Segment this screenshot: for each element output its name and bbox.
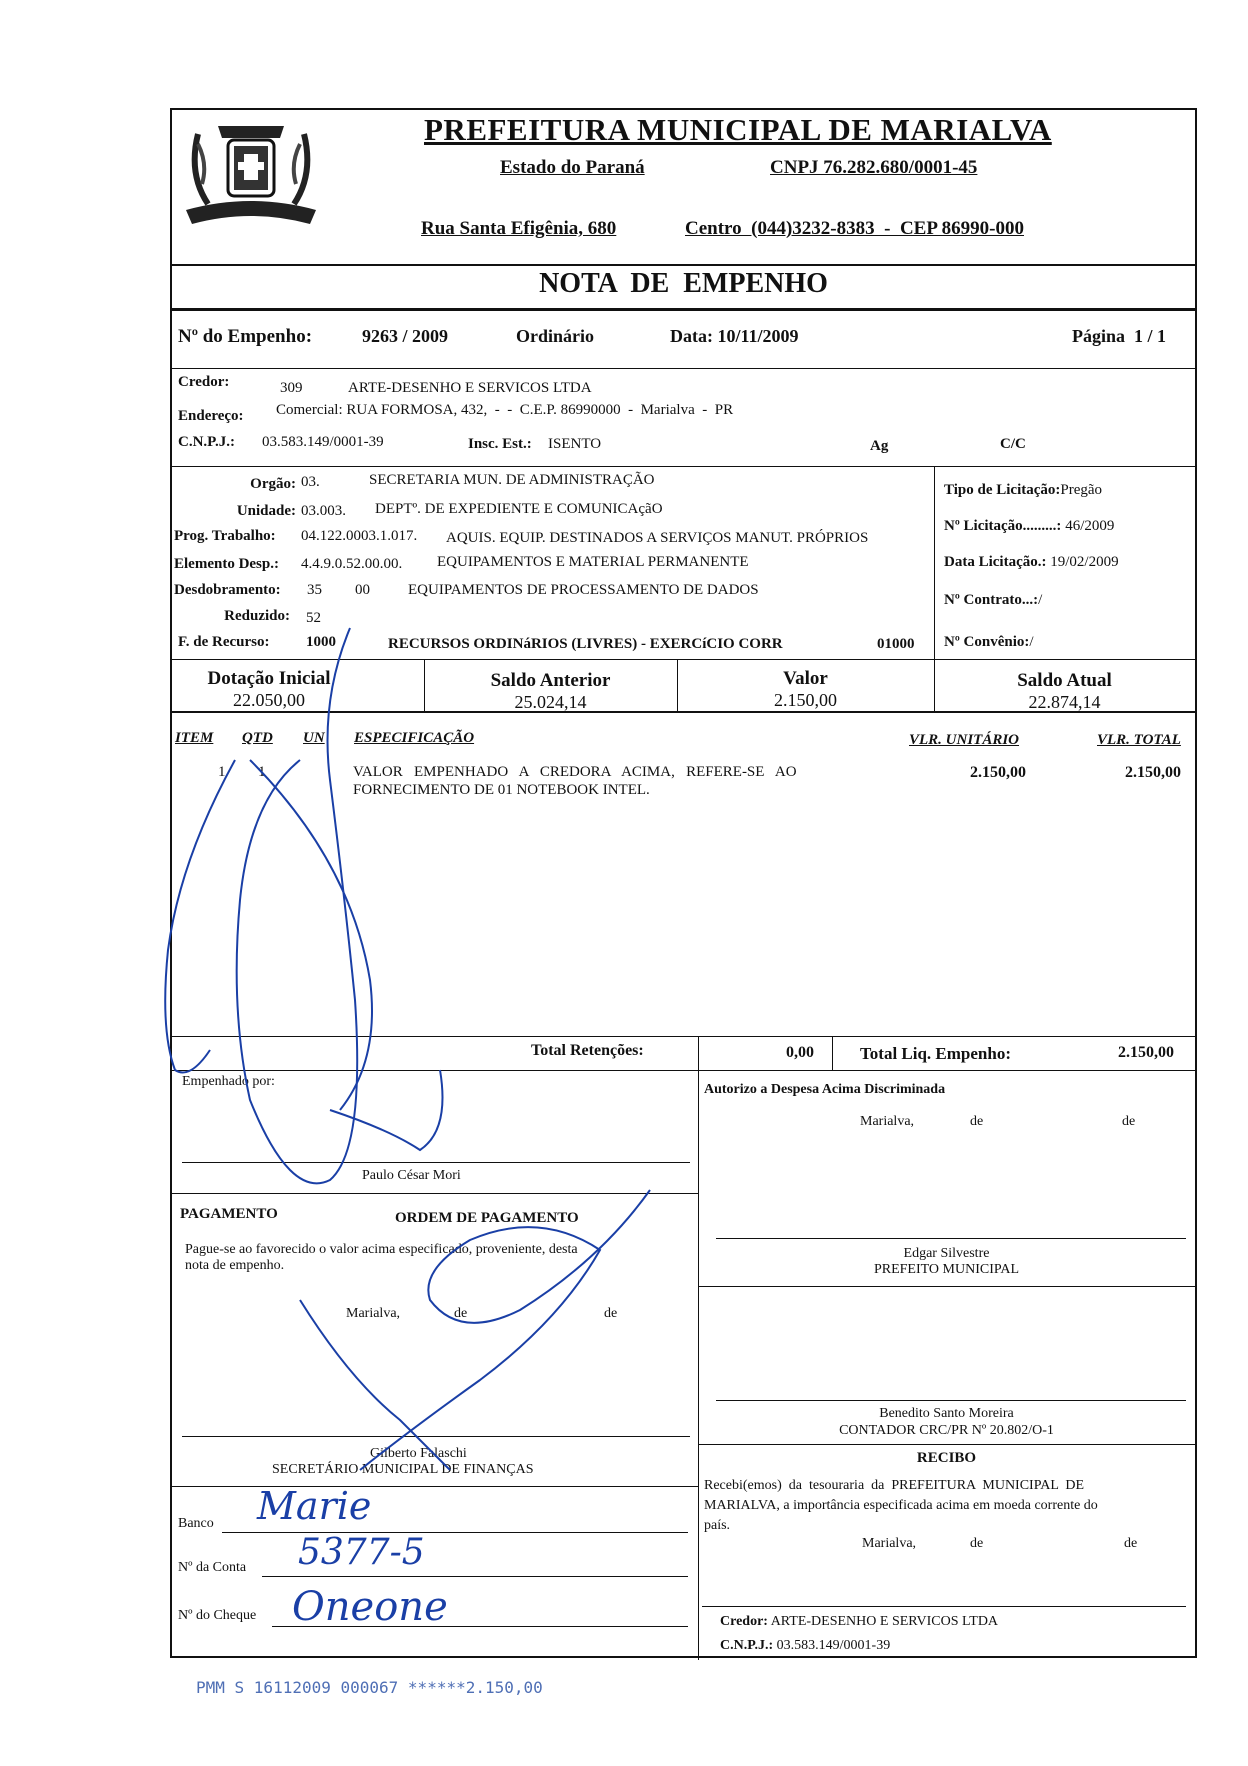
saldo-atual-label: Saldo Atual <box>1017 670 1112 691</box>
desdobramento-label: Desdobramento: <box>174 582 281 598</box>
desdobramento-code2: 00 <box>355 582 370 598</box>
credor-address: Comercial: RUA FORMOSA, 432, - - C.E.P. 86990000 - Marialva - PR <box>276 402 734 418</box>
data-licitacao-value: 19/02/2009 <box>1050 554 1119 570</box>
valor-label: Valor <box>783 668 828 689</box>
insc-est: ISENTO <box>548 436 602 452</box>
col-un: UN <box>303 730 325 746</box>
total-retencoes-value: 0,00 <box>786 1044 814 1061</box>
credor-code: 309 <box>280 380 303 396</box>
tipo-licitacao-value: Pregão <box>1060 482 1103 498</box>
item-number: 1 <box>218 764 226 780</box>
orgao-code: 03. <box>301 474 320 490</box>
conta-label: Nº da Conta <box>178 1560 247 1575</box>
header-title: PREFEITURA MUNICIPAL DE MARIALVA <box>424 112 1052 147</box>
dotacao-inicial-value: 22.050,00 <box>233 690 305 710</box>
payment-stamp: PMM S 16112009 000067 ******2.150,00 <box>196 1678 543 1697</box>
banco-label: Banco <box>178 1516 214 1531</box>
empenhado-por-label: Empenhado por: <box>182 1074 275 1089</box>
col-especificacao: ESPECIFICAÇÃO <box>354 730 475 746</box>
ag-label: Ag <box>870 438 889 454</box>
item-unit-value: 2.150,00 <box>970 764 1026 781</box>
secretario-role: SECRETÁRIO MUNICIPAL DE FINANÇAS <box>272 1462 534 1477</box>
credor-label: Credor: <box>178 374 230 390</box>
saldo-anterior-label: Saldo Anterior <box>490 670 611 691</box>
pagamento-text-line2: nota de empenho. <box>185 1258 285 1273</box>
header-contact: Centro (044)3232-8383 - CEP 86990-000 <box>685 218 1024 239</box>
orgao-label: Orgão: <box>250 476 296 492</box>
pagamento-text-line1: Pague-se ao favorecido o valor acima especificado, proveniente, desta <box>185 1242 578 1257</box>
recurso-code2: 01000 <box>877 636 915 652</box>
autorizo-de1: de <box>970 1114 984 1129</box>
banco-value: Marie <box>257 1484 372 1528</box>
empenho-number: 9263 / 2009 <box>362 326 449 346</box>
tipo-licitacao-label: Tipo de Licitação: <box>944 482 1061 498</box>
document-title: NOTA DE EMPENHO <box>539 268 828 299</box>
elemento-desp-label: Elemento Desp.: <box>174 556 279 572</box>
reduzido-code: 52 <box>306 610 321 626</box>
autorizo-de2: de <box>1122 1114 1136 1129</box>
col-item: ITEM <box>175 730 214 746</box>
recibo-line2: MARIALVA, a importância especificada acima em moeda corrente do <box>704 1498 1098 1513</box>
num-contrato-value: / <box>1038 592 1043 608</box>
header-street: Rua Santa Efigênia, 680 <box>421 218 617 239</box>
col-vlr-unitario: VLR. UNITÁRIO <box>909 732 1020 748</box>
prog-trabalho-code: 04.122.0003.1.017. <box>301 528 418 544</box>
saldo-anterior-value: 25.024,14 <box>514 692 587 712</box>
empenho-number-label: Nº do Empenho: <box>178 326 313 347</box>
recibo-line1: Recebi(emos) da tesouraria da PREFEITURA MUNICIPAL DE <box>704 1478 1085 1493</box>
recurso-label: F. de Recurso: <box>178 634 270 650</box>
num-convenio-label: Nº Convênio: <box>944 634 1030 650</box>
cc-label: C/C <box>1000 436 1026 452</box>
footer-credor-name: ARTE-DESENHO E SERVICOS LTDA <box>770 1614 999 1629</box>
contador-name: Benedito Santo Moreira <box>879 1406 1014 1421</box>
prog-trabalho-label: Prog. Trabalho: <box>174 528 276 544</box>
pagamento-label: PAGAMENTO <box>180 1206 278 1222</box>
prefeito-name: Edgar Silvestre <box>903 1246 990 1261</box>
unidade-desc: DEPTº. DE EXPEDIENTE E COMUNICAçãO <box>375 501 663 517</box>
footer-cnpj-value: 03.583.149/0001-39 <box>776 1638 891 1653</box>
num-contrato-label: Nº Contrato...: <box>944 592 1039 608</box>
num-licitacao-value: 46/2009 <box>1065 518 1115 534</box>
secretario-name: Gilberto Falaschi <box>370 1446 467 1461</box>
unidade-label: Unidade: <box>236 503 296 519</box>
total-retencoes-label: Total Retenções: <box>531 1042 644 1059</box>
item-total-value: 2.150,00 <box>1125 764 1181 781</box>
cheque-value: Oneone <box>292 1584 448 1630</box>
pagamento-city: Marialva, <box>346 1306 401 1321</box>
recibo-line3: país. <box>704 1518 731 1533</box>
empenhado-por-name: Paulo César Mori <box>362 1168 461 1183</box>
total-liq-label: Total Liq. Empenho: <box>860 1044 1011 1063</box>
recibo-de1: de <box>970 1536 984 1551</box>
valor-value: 2.150,00 <box>774 690 837 710</box>
item-qtd: 1 <box>258 764 266 780</box>
credor-cnpj: 03.583.149/0001-39 <box>262 434 384 450</box>
empenho-type: Ordinário <box>516 326 595 346</box>
autorizo-label: Autorizo a Despesa Acima Discriminada <box>704 1082 946 1097</box>
unidade-code: 03.003. <box>301 503 346 519</box>
orgao-desc: SECRETARIA MUN. DE ADMINISTRAÇÃO <box>369 472 655 488</box>
credor-name: ARTE-DESENHO E SERVICOS LTDA <box>348 380 592 396</box>
prog-trabalho-desc: AQUIS. EQUIP. DESTINADOS A SERVIÇOS MANUT. PRÓPRIOS <box>446 530 869 546</box>
item-spec-line1: VALOR EMPENHADO A CREDORA ACIMA, REFERE-SE AO <box>353 764 797 780</box>
footer-credor-label: Credor: <box>720 1614 768 1629</box>
recibo-de2: de <box>1124 1536 1138 1551</box>
recibo-city: Marialva, <box>862 1536 917 1551</box>
recibo-title: RECIBO <box>916 1450 977 1466</box>
footer-cnpj-label: C.N.P.J.: <box>720 1638 774 1653</box>
header-cnpj: CNPJ 76.282.680/0001-45 <box>770 157 978 178</box>
num-convenio-value: / <box>1029 634 1034 650</box>
recurso-desc: RECURSOS ORDINáRIOS (LIVRES) - EXERCíCIO CORR <box>388 636 783 652</box>
desdobramento-code: 35 <box>307 582 322 598</box>
dotacao-inicial-label: Dotação Inicial <box>207 668 331 689</box>
total-liq-value: 2.150,00 <box>1118 1044 1174 1061</box>
ordem-pagamento-label: ORDEM DE PAGAMENTO <box>395 1210 579 1226</box>
reduzido-label: Reduzido: <box>224 608 290 624</box>
prefeito-role: PREFEITO MUNICIPAL <box>873 1262 1020 1277</box>
header-state: Estado do Paraná <box>500 157 645 178</box>
elemento-desp-code: 4.4.9.0.52.00.00. <box>301 556 403 572</box>
insc-est-label: Insc. Est.: <box>468 436 532 452</box>
cnpj-label: C.N.P.J.: <box>178 434 235 450</box>
saldo-atual-value: 22.874,14 <box>1028 692 1101 712</box>
address-label: Endereço: <box>178 408 244 424</box>
pagamento-de1: de <box>454 1306 468 1321</box>
desdobramento-desc: EQUIPAMENTOS DE PROCESSAMENTO DE DADOS <box>408 582 759 598</box>
contador-role: CONTADOR CRC/PR Nº 20.802/O-1 <box>839 1423 1054 1438</box>
item-spec-line2: FORNECIMENTO DE 01 NOTEBOOK INTEL. <box>353 782 650 798</box>
col-vlr-total: VLR. TOTAL <box>1097 732 1181 748</box>
col-qtd: QTD <box>242 730 273 746</box>
data-licitacao-label: Data Licitação.: <box>944 554 1047 570</box>
elemento-desp-desc: EQUIPAMENTOS E MATERIAL PERMANENTE <box>437 554 749 570</box>
num-licitacao-label: Nº Licitação.........: <box>944 518 1062 534</box>
cheque-label: Nº do Cheque <box>178 1608 257 1623</box>
conta-value: 5377-5 <box>298 1532 425 1573</box>
recurso-code: 1000 <box>306 634 336 650</box>
empenho-date: Data: 10/11/2009 <box>670 326 799 346</box>
autorizo-city: Marialva, <box>860 1114 915 1129</box>
pagamento-de2: de <box>604 1306 618 1321</box>
page-number: Página 1 / 1 <box>1072 326 1167 346</box>
